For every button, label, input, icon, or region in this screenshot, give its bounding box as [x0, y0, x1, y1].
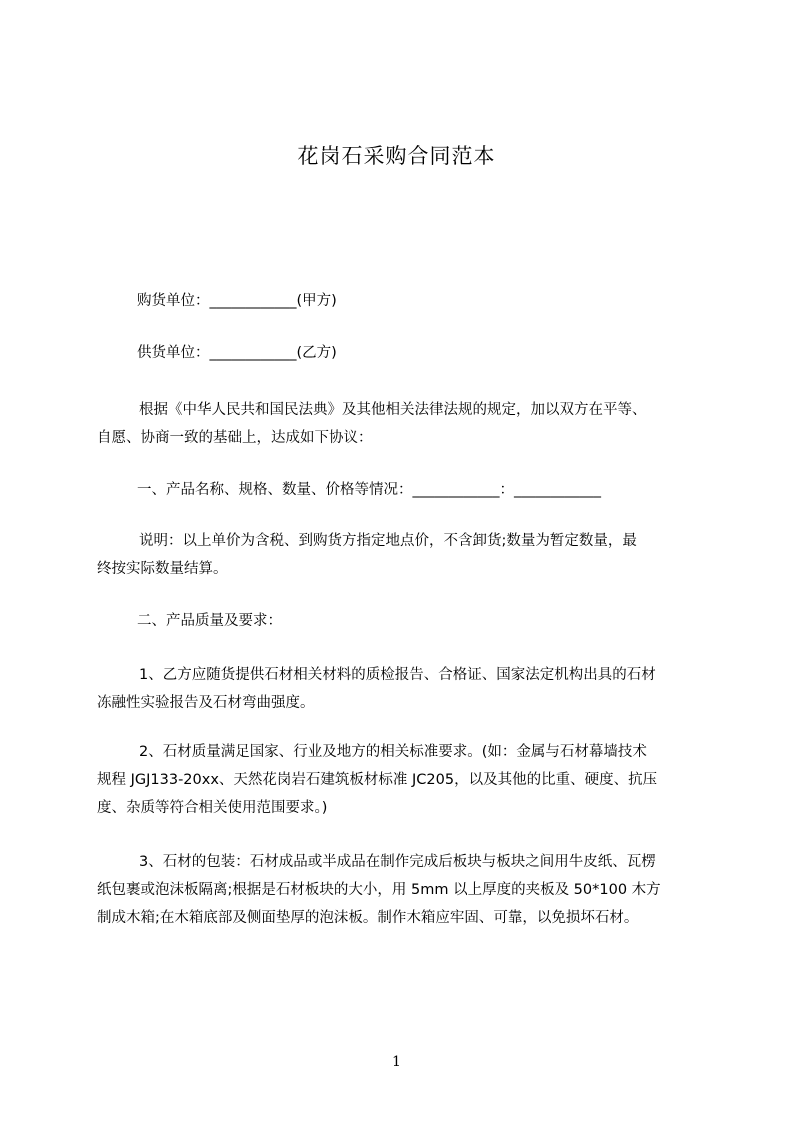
section1-blank-1: ____________ [412, 482, 500, 498]
document-title: 花岗石采购合同范本 [297, 144, 496, 168]
item3-line-2: 纸包裹或泡沫板隔离;根据是石材板块的大小，用 5mm 以上厚度的夹板及 50*100 木方 [97, 882, 661, 898]
item3-line-1: 3、石材的包装：石材成品或半成品在制作完成后板块与板块之间用牛皮纸、瓦楞 [139, 854, 656, 870]
item1-line-2: 冻融性实验报告及石材弯曲强度。 [97, 695, 315, 711]
item2-line-1: 2、石材质量满足国家、行业及地方的相关标准要求。(如：金属与石材幕墙技术 [139, 744, 647, 760]
preamble-paragraph [97, 396, 709, 452]
buyer-blank: ____________ [209, 293, 297, 309]
section1-line [97, 476, 749, 504]
supplier-blank: ____________ [209, 345, 297, 361]
section2-item-1 [97, 661, 709, 717]
preamble-line-2: 自愿、协商一致的基础上，达成如下协议： [97, 430, 373, 446]
section1-separator: ： [499, 482, 514, 498]
section2-item-3 [97, 848, 709, 932]
section2-item-2 [97, 738, 709, 822]
preamble-line-1: 根据《中华人民共和国民法典》及其他相关法律法规的规定，加以双方在平等、 [139, 402, 647, 418]
page-number: 1 [392, 1054, 401, 1070]
buyer-line [97, 287, 749, 315]
section1-blank-2: ____________ [514, 482, 601, 498]
section2-heading: 二、产品质量及要求： [137, 613, 282, 629]
item3-line-3: 制成木箱;在木箱底部及侧面垫厚的泡沫板。制作木箱应牢固、可靠，以免损坏石材。 [97, 910, 639, 926]
buyer-label: 购货单位： [137, 293, 210, 309]
supplier-line [97, 339, 749, 367]
note-paragraph [97, 527, 709, 583]
supplier-label: 供货单位： [137, 345, 210, 361]
item2-line-2: 规程 JGJ133-20xx、天然花岗岩石建筑板材标准 JC205，以及其他的比重、硬度、抗压 [97, 772, 658, 788]
buyer-suffix: (甲方) [296, 293, 337, 309]
supplier-suffix: (乙方) [296, 345, 337, 361]
item2-line-3: 度、杂质等符合相关使用范围要求。) [97, 800, 328, 816]
section1-text: 一、产品名称、规格、数量、价格等情况： [137, 482, 413, 498]
note-line-1: 说明：以上单价为含税、到购货方指定地点价，不含卸货;数量为暂定数量，最 [139, 533, 637, 549]
note-line-2: 终按实际数量结算。 [97, 561, 228, 577]
item1-line-1: 1、乙方应随货提供石材相关材料的质检报告、合格证、国家法定机构出具的石材 [139, 667, 656, 683]
